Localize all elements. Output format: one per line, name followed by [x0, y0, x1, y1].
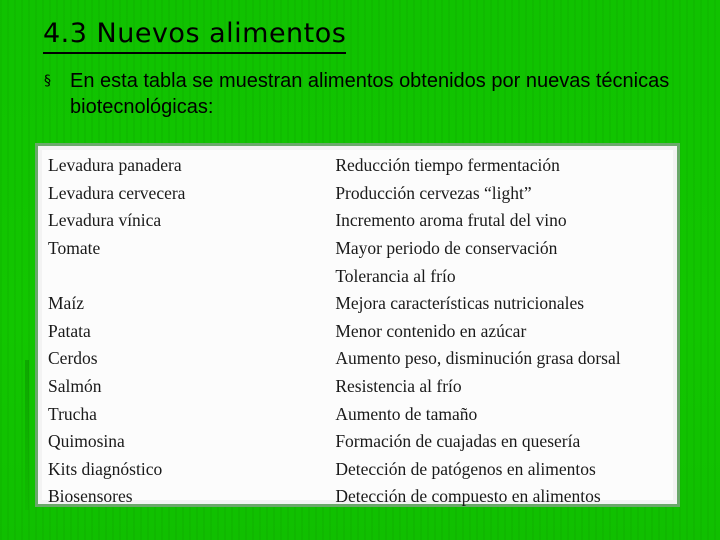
table-row [48, 235, 673, 263]
improvement-cell: Mejora características nutricionales [335, 293, 585, 314]
bullet-square-icon: § [44, 73, 51, 89]
table-body [48, 152, 673, 511]
food-cell: Biosensores [48, 486, 133, 507]
improvement-cell: Aumento peso, disminución grasa dorsal [335, 348, 621, 369]
table-row [48, 345, 673, 373]
improvement-cell: Tolerancia al frío [335, 265, 456, 286]
improvement-cell: Formación de cuajadas en quesería [335, 431, 581, 452]
foods-table [48, 152, 673, 511]
bullet-item [44, 68, 684, 120]
food-cell: Maíz [48, 293, 84, 314]
table-row [48, 483, 673, 511]
improvement-cell: Incremento aroma frutal del vino [335, 210, 567, 231]
table-background [42, 150, 673, 507]
food-cell: Kits diagnóstico [48, 458, 163, 479]
improvement-cell: Aumento de tamaño [335, 403, 478, 424]
improvement-cell: Resistencia al frío [335, 376, 462, 397]
improvement-cell: Mayor periodo de conservación [335, 238, 558, 259]
decorative-stripe [25, 360, 29, 510]
bullet-text: En esta tabla se muestran alimentos obtenidos por nuevas técnicas biotecnológicas: [70, 70, 670, 118]
slide-title: 4.3 Nuevos alimentos [43, 18, 346, 54]
table-row [48, 456, 673, 484]
table-row [48, 180, 673, 208]
improvement-cell: Detección de compuesto en alimentos [335, 486, 601, 507]
table-row [48, 428, 673, 456]
food-cell: Trucha [48, 403, 97, 424]
improvement-cell: Detección de patógenos en alimentos [335, 458, 596, 479]
food-cell: Tomate [48, 238, 101, 259]
food-cell: Patata [48, 320, 91, 341]
food-cell: Levadura cervecera [48, 182, 186, 203]
table-row [48, 207, 673, 235]
table-row [48, 262, 673, 290]
table-row [48, 373, 673, 401]
food-cell [48, 262, 335, 290]
food-cell: Levadura panadera [48, 155, 182, 176]
table-row [48, 400, 673, 428]
improvement-cell: Menor contenido en azúcar [335, 320, 527, 341]
table-image-frame [35, 143, 680, 507]
food-cell: Levadura vínica [48, 210, 162, 231]
table-row [48, 290, 673, 318]
food-cell: Quimosina [48, 431, 125, 452]
improvement-cell: Producción cervezas “light” [335, 182, 532, 203]
food-cell: Cerdos [48, 348, 98, 369]
table-row [48, 152, 673, 180]
improvement-cell: Reducción tiempo fermentación [335, 155, 560, 176]
table-row [48, 318, 673, 346]
food-cell: Salmón [48, 376, 102, 397]
